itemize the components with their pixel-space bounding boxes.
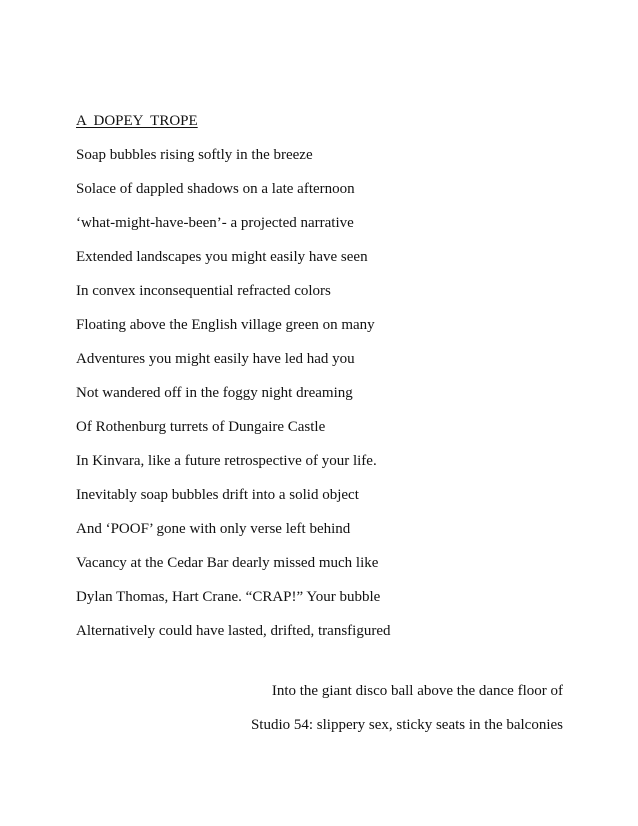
poem-line: ‘what-might-have-been’- a projected narrative xyxy=(76,215,354,231)
poem-body xyxy=(76,111,596,655)
poem-line: Adventures you might easily have led had you xyxy=(76,351,355,367)
poem-line: And ‘POOF’ gone with only verse left behind xyxy=(76,521,351,537)
coda-line: Studio 54: slippery sex, sticky seats in the balconies xyxy=(250,717,563,733)
poem-line: Floating above the English village green on many xyxy=(76,317,375,333)
poem-line: Alternatively could have lasted, drifted, transfigured xyxy=(76,623,391,639)
poem-line: Not wandered off in the foggy night dreaming xyxy=(76,385,353,401)
poem-line: Of Rothenburg turrets of Dungaire Castle xyxy=(76,419,326,435)
poem-line: In Kinvara, like a future retrospective of your life. xyxy=(76,453,377,469)
poem-line: Vacancy at the Cedar Bar dearly missed much like xyxy=(76,555,379,571)
poem-line: In convex inconsequential refracted colors xyxy=(76,283,331,299)
poem-line: Extended landscapes you might easily have seen xyxy=(76,249,368,265)
poem-coda xyxy=(43,681,563,749)
poem-line: Soap bubbles rising softly in the breeze xyxy=(76,147,313,163)
poem-line: Inevitably soap bubbles drift into a solid object xyxy=(76,487,359,503)
poem-title: A DOPEY TROPE xyxy=(76,113,198,129)
poem-line: Dylan Thomas, Hart Crane. “CRAP!” Your bubble xyxy=(76,589,381,605)
coda-line: Into the giant disco ball above the dance floor of xyxy=(271,683,563,699)
poem-line: Solace of dappled shadows on a late afternoon xyxy=(76,181,355,197)
